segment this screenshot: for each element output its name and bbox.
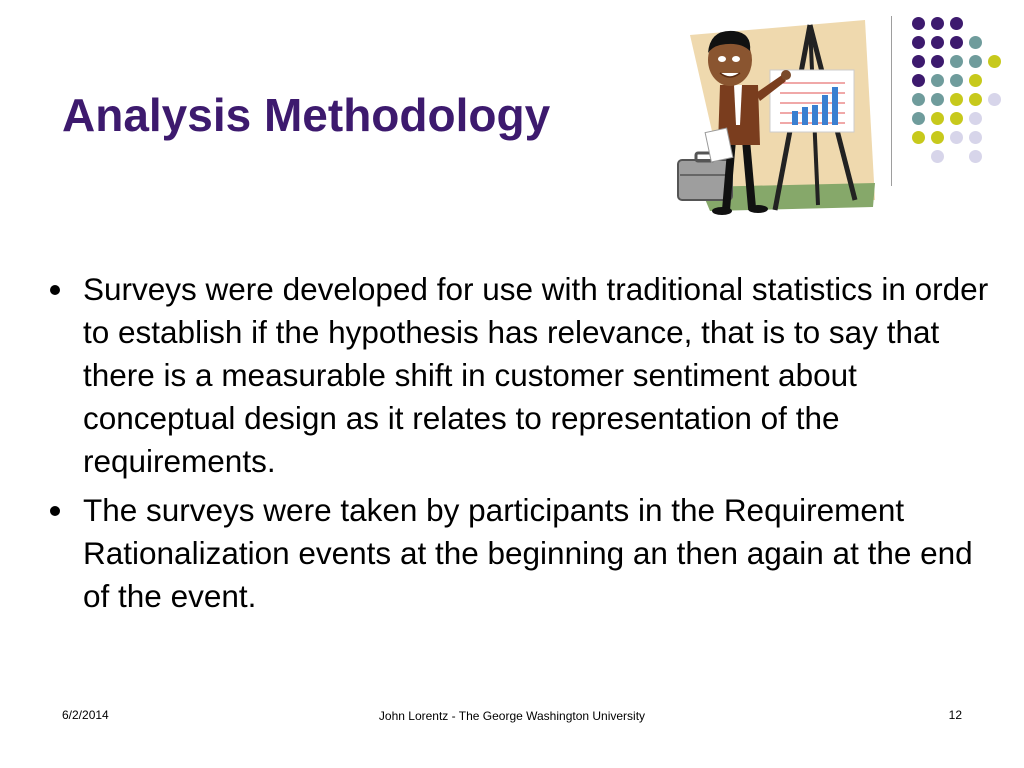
- dot: [950, 74, 963, 87]
- footer-author: John Lorentz - The George Washington University: [378, 709, 646, 723]
- bullet-text: Surveys were developed for use with traditional statistics in order to establish if the hypothesis has relevance, that is to say that there is a measurable shift in customer sentiment about conceptual design as it relates to representation of the requirements.: [83, 271, 989, 479]
- bullet-text: The surveys were taken by participants in the Requirement Rationalization events at the beginning an then again at the end of the event.: [83, 492, 973, 614]
- dot: [931, 112, 944, 125]
- dot: [912, 74, 925, 87]
- dot: [931, 17, 944, 30]
- dot: [950, 93, 963, 106]
- dot: [969, 36, 982, 49]
- dot: [950, 112, 963, 125]
- bullet-list: [44, 268, 994, 624]
- dot: [912, 55, 925, 68]
- dot: [969, 131, 982, 144]
- dot: [912, 131, 925, 144]
- dot: [969, 55, 982, 68]
- dot: [950, 131, 963, 144]
- footer-page-number: 12: [948, 708, 962, 722]
- dot: [969, 150, 982, 163]
- bullet-dot-icon: [50, 285, 60, 295]
- dot: [950, 55, 963, 68]
- slide-title: Analysis Methodology: [62, 89, 551, 141]
- dot: [931, 74, 944, 87]
- dot: [950, 17, 963, 30]
- bullet-dot-icon: [50, 506, 60, 516]
- dot: [931, 131, 944, 144]
- divider-line: [891, 16, 892, 186]
- decorative-dot-grid: [905, 12, 1015, 172]
- dot: [969, 74, 982, 87]
- dot: [931, 36, 944, 49]
- dot: [950, 36, 963, 49]
- presenter-illustration: [670, 15, 880, 215]
- dot: [931, 150, 944, 163]
- dot: [931, 55, 944, 68]
- dot: [931, 93, 944, 106]
- footer-date: 6/2/2014: [62, 708, 109, 722]
- dot: [988, 93, 1001, 106]
- dot: [912, 93, 925, 106]
- dot: [912, 112, 925, 125]
- bullet-item: [44, 489, 994, 618]
- dot: [988, 55, 1001, 68]
- bullet-item: [44, 268, 994, 483]
- dot: [969, 112, 982, 125]
- dot: [969, 93, 982, 106]
- dot: [912, 17, 925, 30]
- dot: [912, 36, 925, 49]
